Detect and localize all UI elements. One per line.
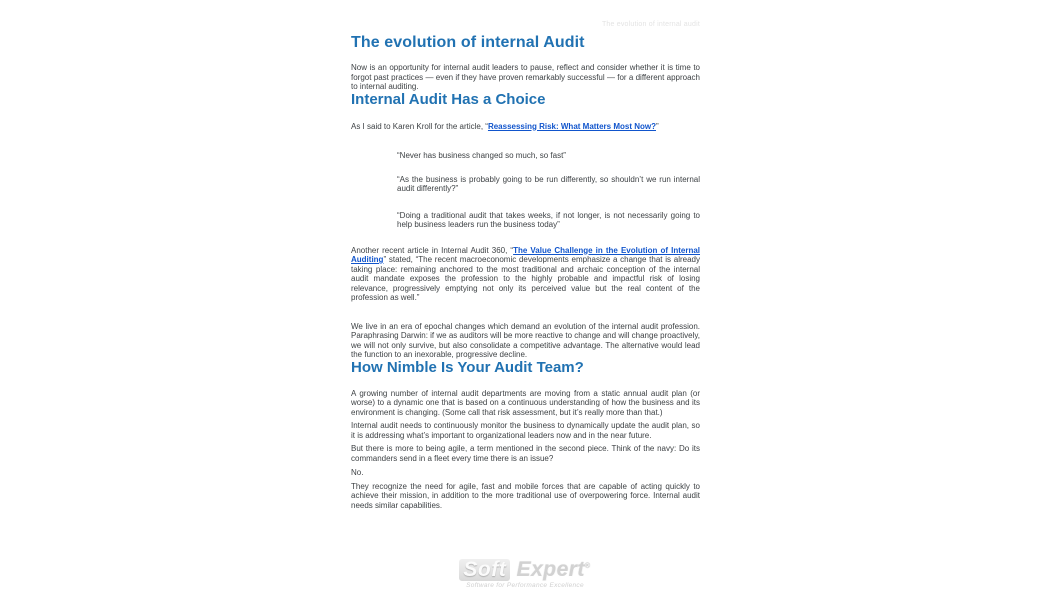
logo-soft-text: Soft: [459, 559, 510, 581]
value-challenge-prefix: Another recent article in Internal Audit 360, “: [351, 245, 514, 255]
logo-expert-text: Expert: [516, 558, 585, 581]
intro-paragraph: Now is an opportunity for internal audit leaders to pause, reflect and consider whether it is time to forgot past practices — even if they have proven remarkably successful — for a different approach to internal auditing.: [351, 63, 700, 91]
quote-1: “Never has business changed so much, so fast”: [397, 151, 566, 160]
growing-number-paragraph: A growing number of internal audit departments are moving from a static annual audit plan (or worse) to a dynamic one that is based on a continuous understanding of how the business and its environment is changing. (Some call that risk assessment, but it’s really more than that.): [351, 388, 700, 417]
link-value-challenge[interactable]: The Value Challenge in the Evolution of Internal Auditing: [351, 245, 700, 264]
lead-prefix: As I said to Karen Kroll for the article, “: [351, 121, 488, 131]
no-paragraph: No.: [351, 468, 364, 477]
section-heading-choice: Internal Audit Has a Choice: [351, 90, 546, 108]
link-reassessing-risk[interactable]: Reassessing Risk: What Matters Most Now?: [487, 121, 656, 131]
quote-3: “Doing a traditional audit that takes weeks, if not longer, is not necessarily going to help business leaders run the business today”: [397, 210, 700, 229]
section-heading-nimble: How Nimble Is Your Audit Team?: [351, 358, 584, 376]
quote-2: “As the business is probably going to be run differently, so shouldn’t we run internal audit differently?”: [397, 174, 700, 193]
softexpert-logo: [0, 556, 1050, 589]
epochal-changes-paragraph: We live in an era of epochal changes which demand an evolution of the internal audit profession. Paraphrasing Darwin: if we as auditors will be more reactive to change and will change proactively, we will not only survive, but also consolidate a competitive advantage. The alternative would lead the function to an inexorable, progressive decline.: [351, 321, 700, 359]
value-challenge-suffix: ” stated, “The recent macroeconomic developments emphasize a change that is already taking place: remaining anchored to the most traditional and archaic conception of the internal audit mandate exposes the profession to the highly probable and impactful risk of losing relevance, progressively emptying not only its perceived value but the real content of the profession as well.”: [351, 255, 700, 302]
being-agile-paragraph: But there is more to being agile, a term mentioned in the second piece. Think of the navy: Do its commanders send in a fleet every time there is an issue?: [351, 444, 700, 463]
content-column: [351, 0, 700, 510]
lead-paragraph: [351, 122, 700, 132]
monitor-business-paragraph: Internal audit needs to continuously monitor the business to dynamically update the audit plan, so it is addressing what’s important to organizational leaders now and in the near future.: [351, 421, 700, 440]
agile-forces-paragraph: They recognize the need for agile, fast and mobile forces that are capable of acting quickly to achieve their mission, in addition to the more traditional use of overpowering force. Internal audit needs similar capabilities.: [351, 481, 700, 510]
softexpert-wordmark: [0, 556, 1050, 581]
value-challenge-paragraph: [351, 246, 700, 303]
registered-trademark-icon: ®: [584, 563, 591, 570]
article-title: The evolution of internal Audit: [351, 34, 585, 51]
logo-tagline: Software for Performance Excellence: [466, 582, 584, 589]
running-header: The evolution of internal audit: [601, 21, 700, 28]
lead-suffix: ”: [656, 121, 659, 131]
